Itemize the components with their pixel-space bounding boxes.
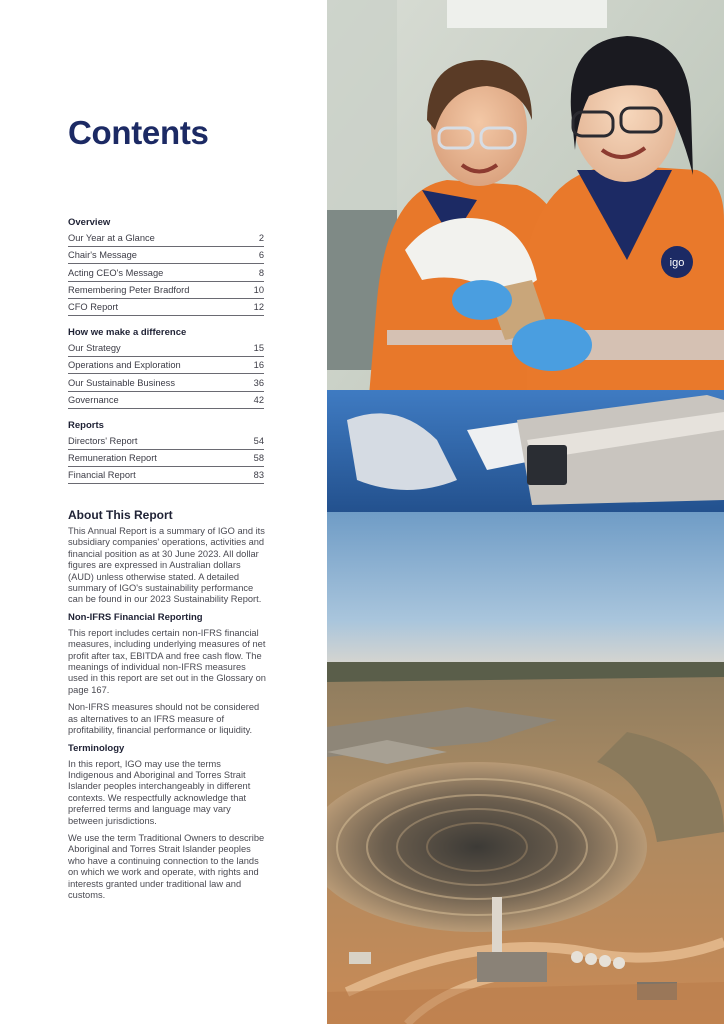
toc-item[interactable] xyxy=(68,467,264,484)
toc-item[interactable] xyxy=(68,264,264,281)
workers-photo-illustration xyxy=(327,0,724,512)
toc-item-page: 42 xyxy=(253,394,264,405)
mine-aerial-illustration xyxy=(327,512,724,1024)
right-glove xyxy=(512,319,592,371)
about-this-report xyxy=(68,508,268,907)
air-conditioner xyxy=(447,0,607,28)
nonifrs-heading: Non-IFRS Financial Reporting xyxy=(68,611,203,623)
toc-item-label: Our Strategy xyxy=(68,343,121,354)
toc-item[interactable] xyxy=(68,247,264,264)
toc-item-page: 12 xyxy=(253,301,264,312)
toc-item-page: 6 xyxy=(258,250,264,261)
toc-item-label: Acting CEO's Message xyxy=(68,267,164,278)
toc-item-page: 16 xyxy=(253,360,264,371)
toc-item-label: Chair's Message xyxy=(68,250,137,261)
toc-item[interactable] xyxy=(68,357,264,374)
page-title: Contents xyxy=(68,114,209,151)
toc-item-label: Operations and Exploration xyxy=(68,360,181,371)
left-glove xyxy=(452,280,512,320)
toc-item-label: Remembering Peter Bradford xyxy=(68,284,190,295)
about-intro: This Annual Report is a summary of IGO and its subsidiary companies' operations, activities and financial position as at 30 June 2023. All dollar figures are expressed in Australian dollars (AUD) unless otherwise stated. A detailed summary of IGO's sustainability performance can be found in our 2023 Sustainability Report. xyxy=(68,526,265,605)
contents-column xyxy=(0,0,327,1024)
toc-section-heading: Reports xyxy=(68,419,104,431)
toc-item[interactable] xyxy=(68,450,264,467)
toc-item-page: 54 xyxy=(253,435,264,446)
toc-item-page: 58 xyxy=(253,453,264,464)
toc-item[interactable] xyxy=(68,299,264,316)
toc-item[interactable] xyxy=(68,340,264,357)
terminology-paragraph: In this report, IGO may use the terms Indigenous and Aboriginal and Torres Strait Islander peoples interchangeably in different contexts. We respectfully acknowledge that preferred terms and language may vary between jurisdictions. xyxy=(68,758,251,826)
toc-item-page: 83 xyxy=(253,470,264,481)
toc-section-heading: How we make a difference xyxy=(68,326,187,338)
workers-photo xyxy=(327,0,724,512)
toc-item-label: Financial Report xyxy=(68,470,136,481)
igo-badge-text: igo xyxy=(669,257,685,269)
nonifrs-paragraph: This report includes certain non-IFRS financial measures, including underlying measures of net profit after tax, EBITDA and free cash flow. The meanings of individual non-IFRS measures used in this report are set out in the Glossary on page 167. xyxy=(68,627,266,695)
about-heading: About This Report xyxy=(68,508,173,522)
toc-item-page: 36 xyxy=(253,377,264,388)
toc-item-label: Our Sustainable Business xyxy=(68,377,175,388)
toc-item[interactable] xyxy=(68,282,264,299)
toc-item[interactable] xyxy=(68,433,264,450)
toc-item[interactable] xyxy=(68,230,264,247)
toc-section-heading: Overview xyxy=(68,217,111,228)
terminology-heading: Terminology xyxy=(68,742,125,754)
toc-item[interactable] xyxy=(68,374,264,391)
toc-item[interactable] xyxy=(68,392,264,409)
sky xyxy=(327,512,724,667)
toc-item-page: 2 xyxy=(258,233,264,244)
toc-item-label: Remuneration Report xyxy=(68,453,157,464)
toc-item-label: Our Year at a Glance xyxy=(68,233,155,244)
mine-aerial-photo xyxy=(327,512,724,1024)
headframe xyxy=(492,897,502,957)
nonifrs-paragraph: Non-IFRS measures should not be considered as alternatives to an IFRS measure of profitability, financial performance or liquidity. xyxy=(68,702,260,736)
toc-item-page: 15 xyxy=(253,343,264,354)
toc-item-page: 8 xyxy=(258,267,264,278)
toc-item-label: CFO Report xyxy=(68,301,119,312)
terminology-paragraph: We use the term Traditional Owners to describe Aboriginal and Torres Strait Islander peoples who have a continuing connection to the lands on which we work and operate, with rights and interests granted under traditional law and customs. xyxy=(68,832,265,900)
toc-item-label: Governance xyxy=(68,394,119,405)
table-of-contents xyxy=(68,216,264,484)
toc-item-page: 10 xyxy=(253,284,264,295)
toc-item-label: Directors' Report xyxy=(68,435,138,446)
